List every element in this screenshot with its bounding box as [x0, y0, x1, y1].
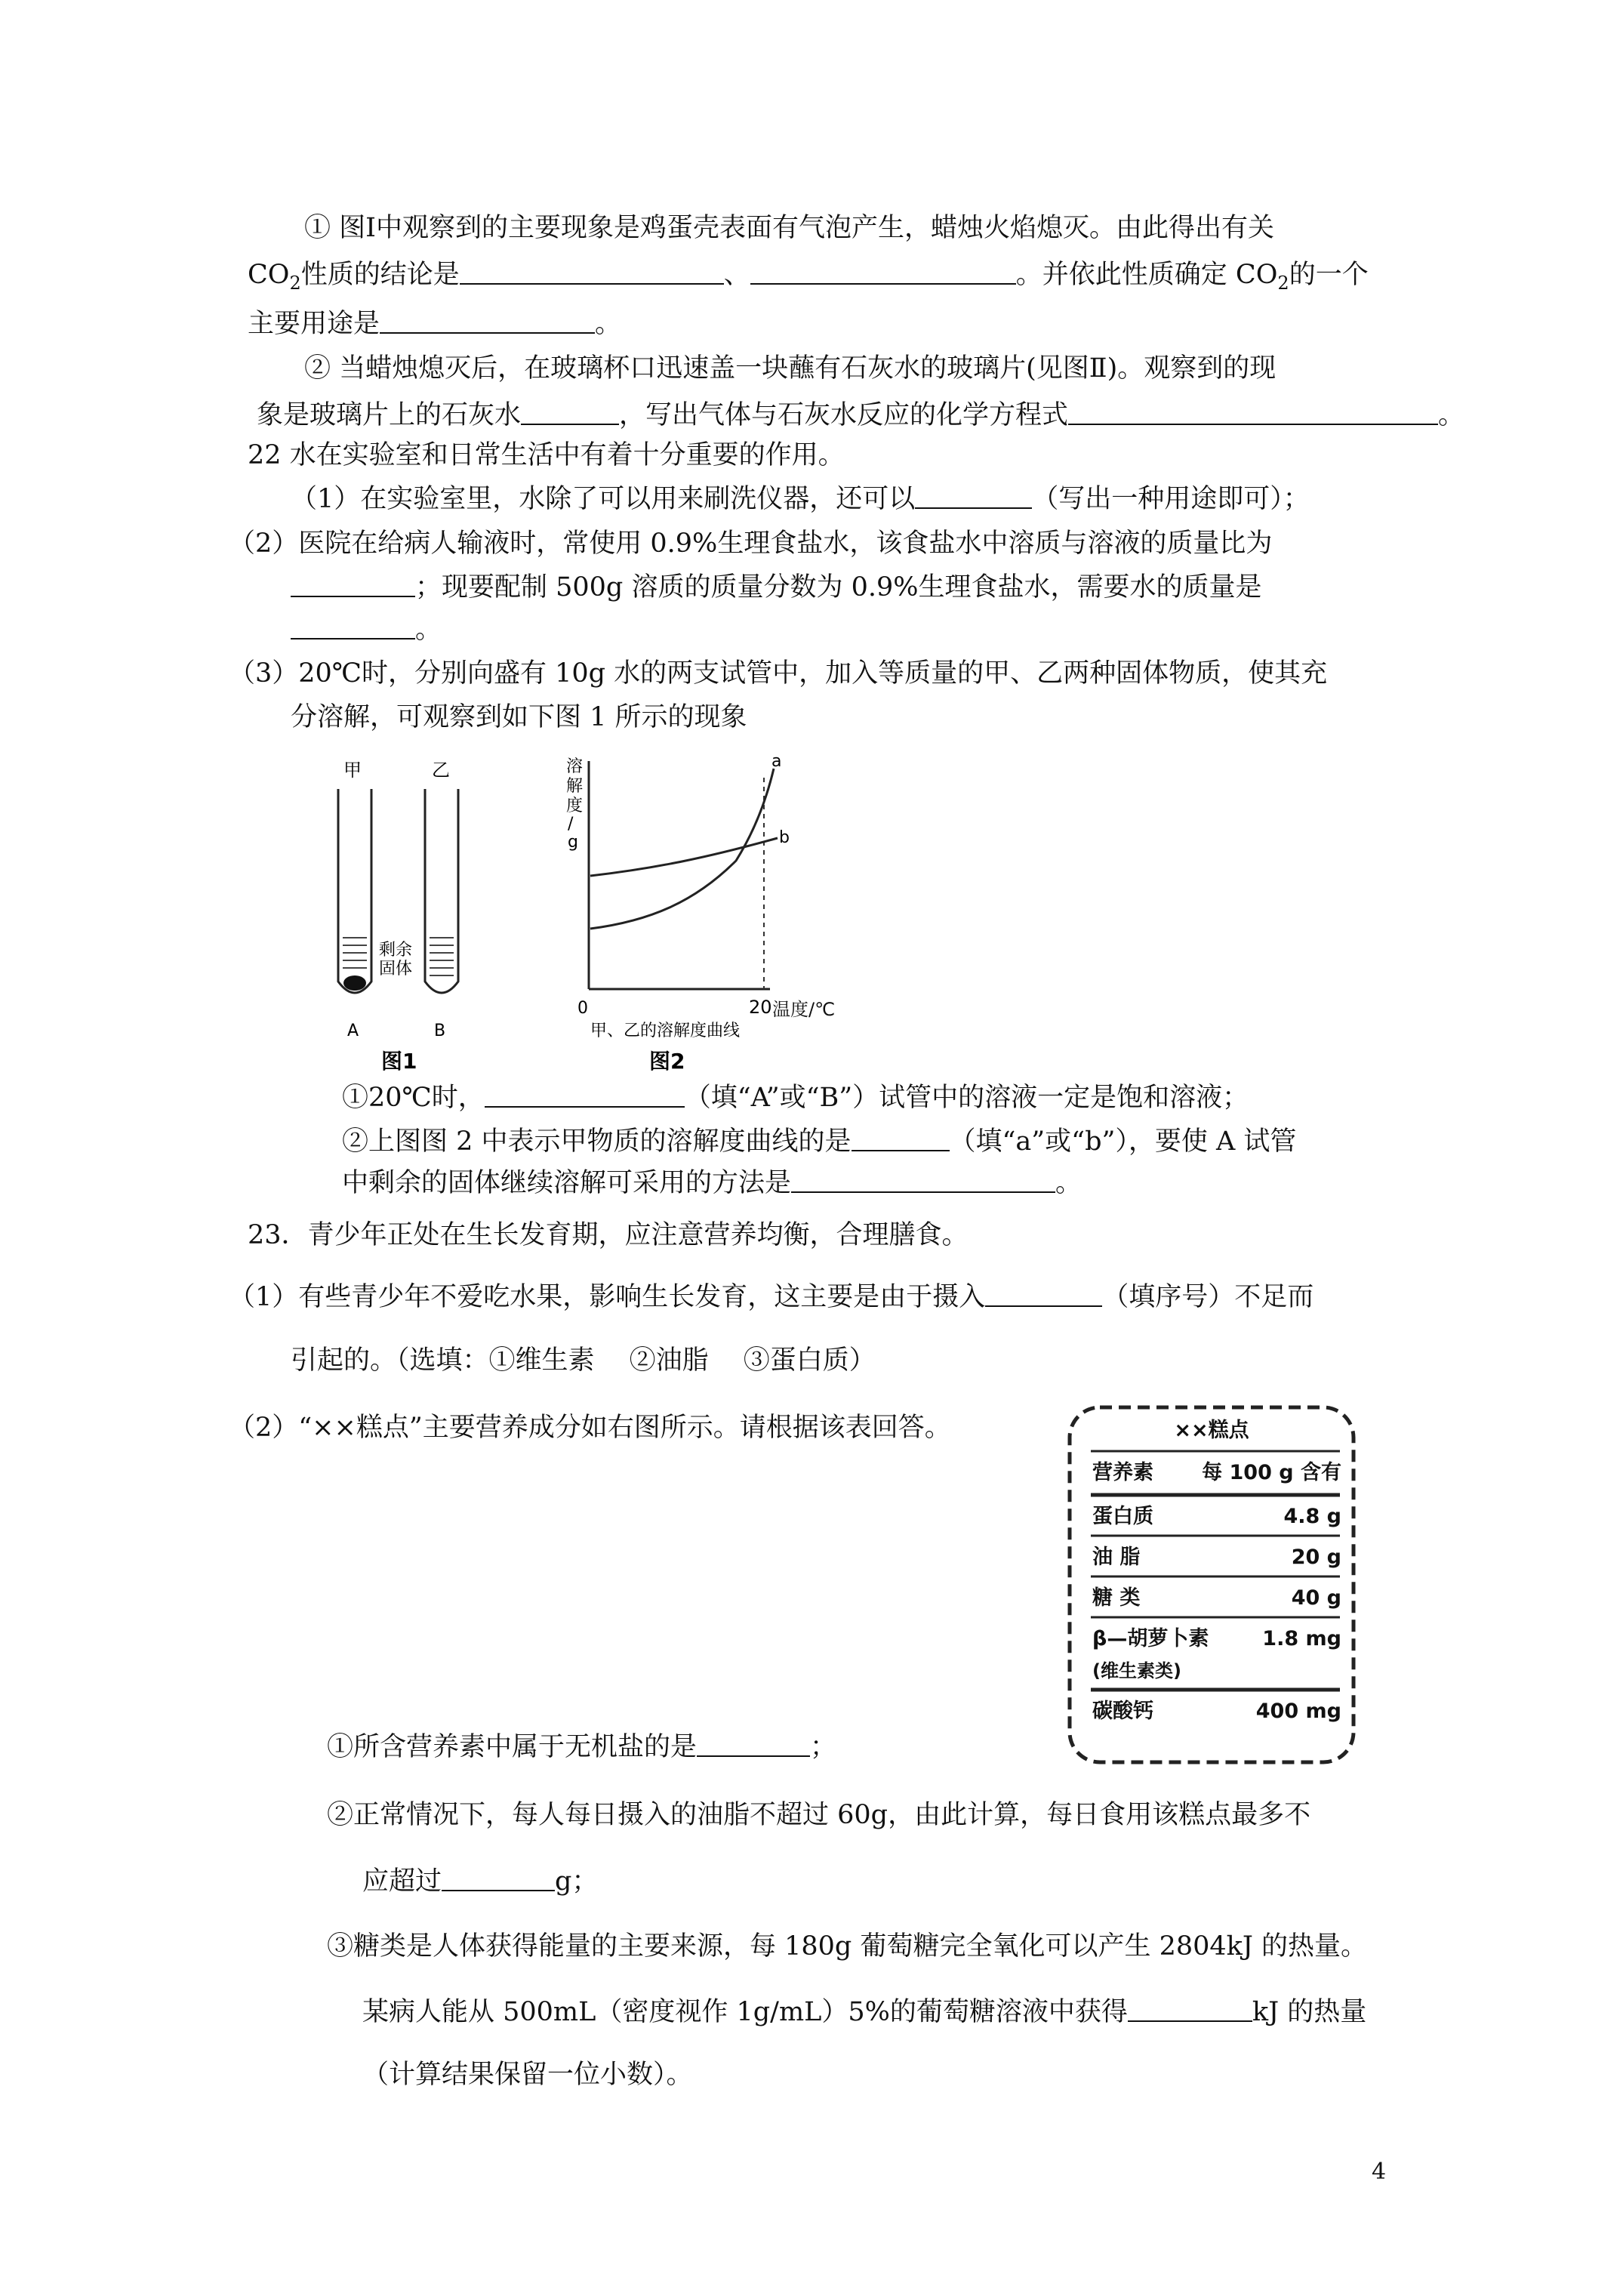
q22-sub-2b: 中剩余的固体继续溶解可采用的方法是 。	[342, 1168, 1083, 1198]
answer-blank[interactable]	[985, 1283, 1102, 1307]
table-header-nutrient: 营养素	[1092, 1461, 1153, 1484]
answer-blank[interactable]	[1128, 1998, 1252, 2022]
q22-part-3: （3）20℃时，分别向盛有 10g 水的两支试管中，加入等质量的甲、乙两种固体物质，使其充	[229, 658, 1328, 689]
q21-line-5: 象是玻璃片上的石灰水 ，写出气体与石灰水反应的化学方程式 。	[257, 400, 1465, 430]
table-row-name: 油 脂	[1092, 1546, 1141, 1569]
table-row-name: 蛋白质	[1092, 1505, 1153, 1528]
q22-part-3b: 分溶解，可观察到如下图 1 所示的现象	[291, 702, 747, 732]
q23-sub-1: ①所含营养素中属于无机盐的是 ；	[327, 1732, 837, 1762]
q23-sub-2: ②正常情况下，每人每日摄入的油脂不超过 60g，由此计算，每日食用该糕点最多不	[327, 1800, 1311, 1830]
figure-2-solubility-chart	[566, 752, 790, 1074]
q21-line-3: 主要用途是 。	[248, 309, 622, 339]
answer-blank[interactable]	[521, 401, 619, 425]
q22-sub-1: ①20℃时， （填“A”或“B”）试管中的溶液一定是饱和溶液；	[342, 1083, 1249, 1113]
answer-blank[interactable]	[1068, 401, 1438, 425]
answer-blank[interactable]	[442, 1867, 555, 1891]
page-number: 4	[1372, 2159, 1387, 2185]
residue-solid	[343, 975, 366, 991]
curve-b	[590, 838, 778, 876]
figure-1-caption: 图1	[381, 1049, 417, 1074]
curve-a	[590, 769, 774, 929]
residue-label: 固体	[379, 960, 413, 978]
q22-sub-2: ②上图图 2 中表示甲物质的溶解度曲线的是 （填“a”或“b”），要使 A 试管	[342, 1126, 1297, 1157]
q22-part-2c: 。	[291, 614, 442, 646]
q22-title: 22 水在实验室和日常生活中有着十分重要的作用。	[248, 440, 845, 470]
answer-blank[interactable]	[915, 485, 1032, 509]
table-row-value: 4.8 g	[1283, 1505, 1341, 1528]
q21-line-2: $CO_2$性质的结论是 、 。并依此性质确定 $CO_2$的一个	[248, 260, 1369, 294]
q21-line-4: ② 当蜡烛熄灭后，在玻璃杯口迅速盖一块蘸有石灰水的玻璃片(见图Ⅱ)。观察到的现	[304, 353, 1277, 384]
curve-b-label: b	[779, 828, 790, 847]
table-row-value: 400 mg	[1255, 1700, 1341, 1723]
figure-tubes-and-curves	[317, 747, 790, 1074]
y-axis-label: 度	[566, 797, 584, 815]
table-row-value: 40 g	[1291, 1586, 1341, 1610]
table-row-value: 1.8 mg	[1262, 1627, 1341, 1650]
chart-subtitle: 甲、乙的溶解度曲线	[590, 1022, 741, 1040]
x-axis-label: 温度/℃	[772, 999, 836, 1020]
y-axis-label: g	[568, 833, 578, 852]
y-axis-label: 溶	[566, 757, 584, 776]
answer-blank[interactable]	[291, 615, 415, 639]
answer-blank[interactable]	[460, 260, 724, 285]
answer-blank[interactable]	[380, 310, 595, 334]
table-title: ××糕点	[1174, 1419, 1249, 1442]
figure-2-caption: 图2	[649, 1049, 685, 1074]
tube-a	[338, 789, 371, 993]
tube-b	[425, 789, 458, 993]
table-row-note: (维生素类)	[1092, 1660, 1181, 1681]
tube-b-name: B	[434, 1022, 446, 1040]
tube-a-label: 甲	[343, 760, 362, 781]
nutrition-table	[1061, 1403, 1363, 1767]
q22-part-2b: ；现要配制 500g 溶质的质量分数为 0.9%生理食盐水，需要水的质量是	[291, 572, 1262, 603]
q23-part-1: （1）有些青少年不爱吃水果，影响生长发育，这主要是由于摄入 （填序号）不足而	[229, 1282, 1314, 1312]
origin-label: 0	[577, 999, 588, 1018]
table-row-name: 碳酸钙	[1092, 1700, 1153, 1723]
q22-part-2: （2）医院在给病人输液时，常使用 0.9%生理食盐水，该食盐水中溶质与溶液的质量比为	[229, 529, 1273, 559]
q23-sub-2b: 应超过 g；	[362, 1866, 599, 1897]
tube-a-name: A	[347, 1022, 359, 1040]
y-axis-label: 解	[566, 777, 584, 796]
table-row-value: 20 g	[1291, 1546, 1341, 1569]
q23-sub-3c: （计算结果保留一位小数）。	[362, 2060, 693, 2090]
q22-part-1: （1）在实验室里，水除了可以用来刷洗仪器，还可以 （写出一种用途即可）；	[291, 484, 1310, 514]
residue-label: 剩余	[379, 941, 413, 960]
q23-title: 23．青少年正处在生长发育期，应注意营养均衡，合理膳食。	[248, 1220, 969, 1250]
q23-sub-3: ③糖类是人体获得能量的主要来源，每 180g 葡萄糖完全氧化可以产生 2804kJ 的热量。	[327, 1931, 1368, 1962]
q23-part-1b: 引起的。（选填：①维生素 ②油脂 ③蛋白质）	[291, 1345, 876, 1376]
table-row-name: β—胡萝卜素	[1092, 1627, 1209, 1650]
tube-b-label: 乙	[432, 760, 450, 781]
answer-blank[interactable]	[852, 1127, 950, 1151]
x-tick-label: 20	[749, 997, 772, 1018]
figure-1-test-tubes	[338, 760, 458, 1074]
table-row-name: 糖 类	[1092, 1586, 1141, 1610]
q23-sub-3b: 某病人能从 500mL（密度视作 1g/mL）5%的葡萄糖溶液中获得 kJ 的热量	[362, 1997, 1367, 2027]
answer-blank[interactable]	[485, 1083, 685, 1108]
answer-blank[interactable]	[697, 1733, 810, 1757]
table-header-amount: 每 100 g 含有	[1202, 1461, 1341, 1484]
answer-blank[interactable]	[750, 260, 1016, 285]
answer-blank[interactable]	[791, 1169, 1055, 1193]
curve-a-label: a	[771, 752, 782, 771]
q21-line-1: ① 图Ⅰ中观察到的主要现象是鸡蛋壳表面有气泡产生，蜡烛火焰熄灭。由此得出有关	[304, 213, 1274, 243]
answer-blank[interactable]	[291, 573, 415, 597]
y-axis-label: /	[568, 815, 574, 834]
q23-part-2: （2）“××糕点”主要营养成分如右图所示。请根据该表回答。	[229, 1413, 951, 1443]
